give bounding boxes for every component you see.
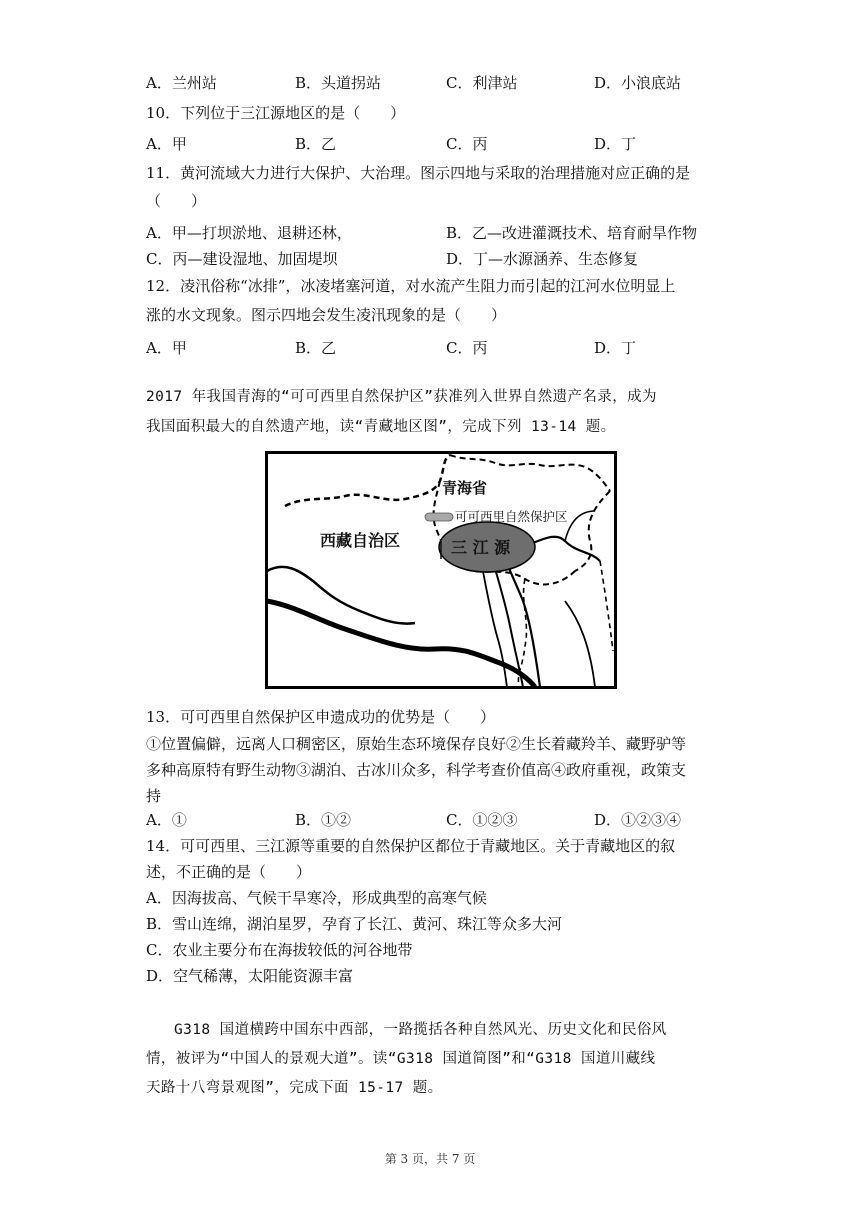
q9-option-d: D．小浪底站 xyxy=(594,74,682,92)
q9-option-a: A．兰州站 xyxy=(146,74,217,92)
q12-option-c: C．丙 xyxy=(446,339,488,357)
q10-stem: 10．下列位于三江源地区的是（ ） xyxy=(146,104,406,122)
q11-option-d: D．丁—水源涵养、生态修复 xyxy=(446,250,639,268)
q12-stem-line1: 12．凌汛俗称“冰排”，冰凌堵塞河道，对水流产生阻力而引起的江河水位明显上 xyxy=(146,277,676,295)
q14-stem-line2: 述，不正确的是（ ） xyxy=(146,863,312,881)
q12-option-d: D．丁 xyxy=(594,339,637,357)
qinghai-tibet-map xyxy=(265,451,617,689)
q14-option-b: B．雪山连绵，湖泊星罗，孕育了长江、黄河、珠江等众多大河 xyxy=(146,915,563,933)
q13-stem: 13．可可西里自然保护区申遗成功的优势是（ ） xyxy=(146,708,496,726)
q10-option-b: B．乙 xyxy=(295,135,337,153)
q14-option-d: D．空气稀薄，太阳能资源丰富 xyxy=(146,967,354,985)
intro2-line2: 情，被评为“中国人的景观大道”。读“G318 国道简图”和“G318 国道川藏线 xyxy=(146,1051,656,1067)
q14-option-c: C．农业主要分布在海拔较低的河谷地带 xyxy=(146,941,413,959)
page-footer: 第 3 页，共 7 页 xyxy=(384,1152,476,1166)
hoh-xil-marker xyxy=(425,513,453,521)
q12-stem-line2: 涨的水文现象。图示四地会发生凌汛现象的是（ ） xyxy=(146,306,507,324)
q10-option-d: D．丁 xyxy=(594,135,637,153)
map-frame xyxy=(267,453,616,688)
q13-body-line3: 持 xyxy=(146,787,162,805)
q13-body-line2: 多种高原特有野生动物③湖泊、古冰川众多，科学考查价值高④政府重视，政策支 xyxy=(146,761,687,779)
q13-option-c: C．①②③ xyxy=(446,811,518,829)
intro2-line1: G318 国道横跨中国东中西部，一路揽括各种自然风光、历史文化和民俗风 xyxy=(174,1022,667,1038)
label-tibet: 西藏自治区 xyxy=(320,531,401,550)
q13-body-line1: ①位置偏僻，远离人口稠密区，原始生态环境保存良好②生长着藏羚羊、藏野驴等 xyxy=(146,735,687,753)
q11-option-b: B．乙—改进灌溉技术、培育耐旱作物 xyxy=(446,224,698,242)
label-hoh-xil: 可可西里自然保护区 xyxy=(455,509,568,524)
q11-option-c: C．丙—建设湿地、加固堤坝 xyxy=(146,250,338,268)
q10-option-c: C．丙 xyxy=(446,135,488,153)
intro1-line2: 我国面积最大的自然遗产地，读“青藏地区图”，完成下列 13-14 题。 xyxy=(146,419,616,435)
q12-option-a: A．甲 xyxy=(146,339,187,357)
q11-option-a: A．甲—打坝淤地、退耕还林， xyxy=(146,224,352,242)
q10-option-a: A．甲 xyxy=(146,135,187,153)
q11-stem-line2: （ ） xyxy=(146,192,207,210)
q9-option-b: B．头道拐站 xyxy=(295,74,382,92)
intro1-line1: 2017 年我国青海的“可可西里自然保护区”获准列入世界自然遗产名录，成为 xyxy=(146,389,657,405)
q13-option-a: A．① xyxy=(146,811,187,829)
q13-option-d: D．①②③④ xyxy=(594,811,682,829)
q13-option-b: B．①② xyxy=(295,811,352,829)
q12-option-b: B．乙 xyxy=(295,339,337,357)
q14-stem-line1: 14．可可西里、三江源等重要的自然保护区都位于青藏地区。关于青藏地区的叙 xyxy=(146,837,676,855)
intro2-line3: 天路十八弯景观图”，完成下面 15-17 题。 xyxy=(146,1080,443,1096)
q14-option-a: A．因海拔高、气候干旱寒冷，形成典型的高寒气候 xyxy=(146,889,487,907)
label-sanjiangyuan: 三 江 源 xyxy=(451,538,511,557)
label-qinghai: 青海省 xyxy=(442,479,488,497)
q11-stem-line1: 11．黄河流域大力进行大保护、大治理。图示四地与采取的治理措施对应正确的是 xyxy=(146,164,691,182)
q9-option-c: C．利津站 xyxy=(446,74,518,92)
